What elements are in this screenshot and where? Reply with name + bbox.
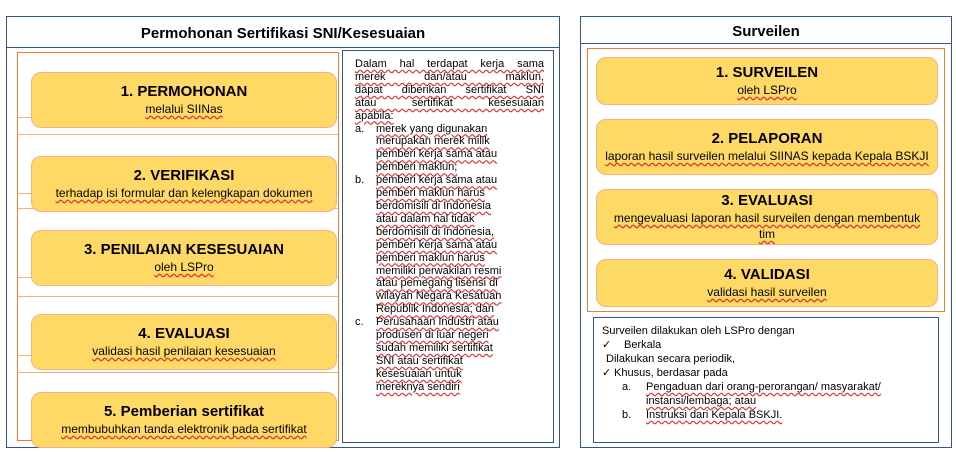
list-item-body bbox=[646, 408, 928, 422]
list-item-line: mereknya sendiri bbox=[376, 380, 460, 393]
note-intro-line: Dalam hal terdapat kerja sama bbox=[355, 58, 544, 70]
stage-subtitle: validasi hasil surveilen bbox=[707, 285, 827, 299]
stage-subtitle: membubuhkan tanda elektronik pada sertifikat bbox=[61, 422, 307, 436]
stage-box-left bbox=[31, 392, 337, 448]
left-note-box bbox=[342, 50, 554, 443]
list-item-body bbox=[646, 380, 928, 408]
stage-box-right bbox=[596, 189, 938, 245]
check-row-berkala bbox=[602, 338, 928, 352]
left-stage-column bbox=[17, 52, 339, 441]
list-item-line: Perusahaan Industri atau bbox=[376, 316, 499, 329]
stage-box-left bbox=[31, 156, 337, 212]
list-item-line: pemberi kerja sama atau bbox=[376, 238, 498, 251]
check-label-berkala: Berkala bbox=[624, 339, 662, 351]
list-item-line: wilayah Negara Kesatuan bbox=[376, 290, 502, 303]
check-mark-icon: ✓ bbox=[602, 367, 612, 379]
stage-subtitle: laporan hasil surveilen melalui SIINAS kepada Kepala BSKJI bbox=[605, 149, 929, 163]
stage-subtitle: oleh LSPro bbox=[737, 83, 797, 97]
note-list-item bbox=[622, 380, 928, 408]
left-title-divider bbox=[7, 47, 559, 48]
stage-title: 3. EVALUASI bbox=[721, 192, 813, 209]
list-item-line: pemberi maklun harus bbox=[376, 187, 485, 200]
stage-title: 1. SURVEILEN bbox=[715, 64, 819, 81]
list-item-line: pemberi kerja sama atau bbox=[376, 174, 498, 187]
list-item-line: SNI atau sertifikat bbox=[376, 354, 463, 367]
list-item-line: kesesuaian untuk bbox=[376, 367, 462, 380]
note-list-item bbox=[355, 174, 544, 316]
list-marker: a. bbox=[622, 381, 632, 393]
list-item-body bbox=[376, 123, 544, 175]
stage-title: 4. EVALUASI bbox=[138, 325, 230, 342]
stage-box-left bbox=[31, 314, 337, 370]
list-item-body bbox=[376, 316, 544, 393]
list-marker: a. bbox=[355, 122, 365, 135]
check-detail-berkala: Dilakukan secara periodik, bbox=[606, 353, 736, 365]
check-label-khusus: Khusus, berdasar pada bbox=[614, 367, 728, 379]
note-list-item bbox=[622, 408, 928, 422]
right-title-divider bbox=[581, 43, 951, 44]
list-item-line: pemberi kerja sama atau bbox=[376, 148, 498, 161]
stage-box-right bbox=[596, 119, 938, 175]
stage-subtitle: terhadap isi formular dan kelengkapan dokumen bbox=[55, 186, 313, 200]
list-item-line: berdomisili di Indonesia, bbox=[376, 225, 495, 238]
list-item-line: Instruksi dari Kepala BSKJI. bbox=[646, 409, 783, 421]
list-item-line: memiliki perwakilan resmi bbox=[376, 264, 502, 277]
right-panel-title: Surveilen bbox=[732, 23, 800, 40]
stage-box-right bbox=[596, 57, 938, 105]
list-item-line: pemberi maklun; bbox=[376, 161, 458, 174]
left-panel-title: Permohonan Sertifikasi SNI/Kesesuaian bbox=[140, 25, 426, 42]
list-marker: c. bbox=[355, 316, 364, 329]
note-intro-line: merek dan/atau maklun, bbox=[355, 70, 544, 83]
stage-box-left bbox=[31, 72, 337, 128]
list-item-line: atau dalam hal tidak bbox=[376, 212, 475, 225]
list-item-line: produsen di luar negeri bbox=[376, 329, 489, 342]
stage-title: 3. PENILAIAN KESESUAIAN bbox=[83, 241, 285, 258]
list-item-line: Pengaduan dari orang-perorangan/ masyarakat/ bbox=[646, 381, 881, 393]
stage-title: 5. Pemberian sertifikat bbox=[103, 403, 265, 420]
list-item-body bbox=[376, 174, 544, 316]
stage-subtitle: oleh LSPro bbox=[154, 260, 214, 274]
list-item-line: sudah memiliki sertifikat bbox=[376, 341, 493, 354]
check-mark-icon: ✓ bbox=[602, 339, 612, 351]
list-item-line: instansi/lembaga; atau bbox=[646, 395, 757, 407]
left-panel bbox=[6, 16, 560, 448]
note-intro-line: atau sertifikat kesesuaian bbox=[355, 96, 544, 109]
note-list-item bbox=[355, 123, 544, 175]
stage-title: 4. VALIDASI bbox=[724, 266, 810, 283]
list-marker: b. bbox=[622, 409, 632, 421]
right-panel bbox=[580, 16, 952, 448]
stage-subtitle: mengevaluasi laporan hasil surveilen dengan membentuk tim bbox=[613, 211, 921, 241]
note-intro-line: apabila: bbox=[355, 109, 394, 122]
stage-title: 2. PELAPORAN bbox=[711, 130, 823, 147]
right-stage-column bbox=[587, 48, 945, 312]
list-item-line: Republik Indonesia; dan bbox=[376, 303, 495, 316]
stage-subtitle: validasi hasil penilaian kesesuaian bbox=[92, 344, 276, 358]
stage-box-left bbox=[31, 230, 337, 286]
stage-title: 2. VERIFIKASI bbox=[133, 167, 235, 184]
stage-title: 1. PERMOHONAN bbox=[120, 83, 248, 100]
right-note-box bbox=[593, 317, 939, 443]
stage-subtitle: melalui SIINas bbox=[145, 102, 223, 116]
list-item-line: merek yang digunakan bbox=[376, 122, 488, 135]
list-item-line: pemberi maklun harus bbox=[376, 251, 485, 264]
list-marker: b. bbox=[355, 174, 365, 187]
list-item-line: atau pemegang lisensi di bbox=[376, 277, 498, 290]
stage-box-right bbox=[596, 259, 938, 307]
check-row-khusus bbox=[602, 366, 928, 380]
note-intro-line: dapat diberikan sertifikat SNI bbox=[355, 83, 544, 96]
surveilen-note-intro: Surveilen dilakukan oleh LSPro dengan bbox=[602, 325, 795, 337]
note-list-item bbox=[355, 316, 544, 393]
list-item-line: merupakan merek milik bbox=[376, 135, 490, 148]
list-item-line: berdomisili di Indonesia bbox=[376, 199, 491, 212]
